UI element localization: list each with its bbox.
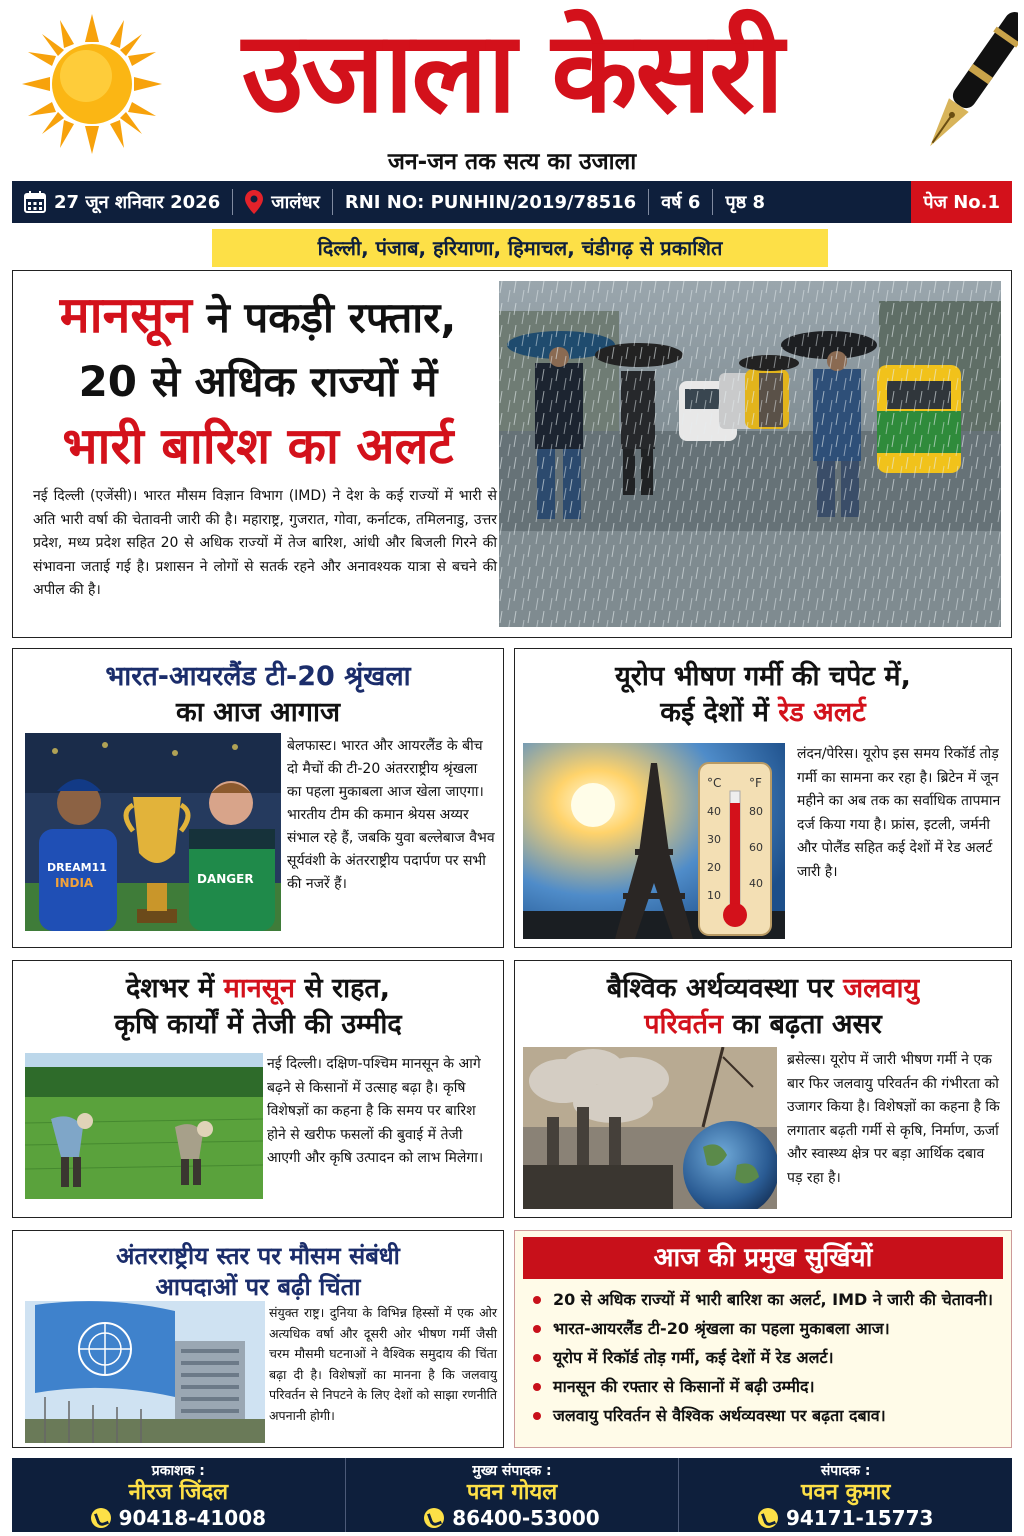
monsoon-headline	[23, 971, 493, 1043]
headline-item[interactable]	[533, 1345, 993, 1370]
fountain-pen-icon	[918, 8, 1018, 176]
volume-year: वर्ष 6	[661, 192, 701, 213]
thermo-tick: 40	[749, 877, 763, 890]
heatwave-body: लंदन/पेरिस। यूरोप इस समय रिकॉर्ड तोड़ गर्मी का सामना कर रहा है। ब्रिटेन में जून महीने का अब तक का सर्वाधिक तापमान दर्ज किया गया है। फ्रांस, इटली, जर्मनी और पोलैंड सहित कई देशों में रेड अलर्ट जारी है।	[797, 746, 1001, 880]
thermo-tick: 10	[707, 889, 721, 902]
phone-icon	[91, 1508, 111, 1528]
credit-role: मुख्य संपादक :	[472, 1463, 552, 1479]
calendar-icon	[24, 191, 46, 213]
city-cell	[233, 181, 332, 223]
credit-role: संपादक :	[820, 1463, 871, 1479]
bullet-icon	[533, 1296, 541, 1304]
thermo-tick: 40	[707, 805, 721, 818]
phone-icon	[758, 1508, 778, 1528]
credit-name: पवन कुमार	[801, 1480, 891, 1505]
jersey-right-text: DANGER	[197, 872, 254, 886]
thermo-tick: 80	[749, 805, 763, 818]
climate-headline	[525, 971, 1001, 1043]
bullet-icon	[533, 1325, 541, 1333]
lead-body: नई दिल्ली (एजेंसी)। भारत मौसम विज्ञान विभाग (IMD) ने देश के कई राज्यों में भारी से अति भारी वर्षा की चेतावनी जारी की है। महाराष्ट्र, गुजरात, गोवा, कर्नाटक, तमिलनाडु, उत्तर प्रदेश, मध्य प्रदेश सहित 20 से अधिक राज्यों में तेज बारिश, आंधी और बिजली गिरने की संभावना जताई गई है। प्रशासन ने लोगों से सतर्क रहने और अनावश्यक यात्रा से बचने की अपील की है।	[33, 488, 497, 598]
headline-item[interactable]	[533, 1316, 993, 1341]
lead-headline-line3: भारी बारिश का अलर्ट	[62, 417, 454, 475]
headline-item-text: भारत-आयरलैंड टी-20 श्रृंखला का पहला मुकाबला आज।	[553, 1319, 890, 1338]
heatwave-headline	[525, 659, 1001, 731]
monsoon-headline-part1: देशभर में	[125, 973, 224, 1004]
headline-item[interactable]	[533, 1374, 993, 1399]
un-headline	[23, 1241, 493, 1303]
cricket-headline-line2: का आज आगाज	[176, 697, 340, 728]
un-headline-line1: अंतरराष्ट्रीय स्तर पर मौसम संबंधी	[116, 1242, 400, 1270]
headline-item-text: मानसून की रफ्तार से किसानों में बढ़ी उम्मीद।	[553, 1377, 815, 1396]
heatwave-headline-line1: यूरोप भीषण गर्मी की चपेट में,	[615, 661, 911, 692]
top-headlines-box	[514, 1230, 1012, 1448]
top-headlines-title: आज की प्रमुख सुर्खियों	[523, 1237, 1003, 1279]
cricket-trophy-photo	[25, 733, 281, 931]
climate-story[interactable]	[514, 960, 1012, 1218]
climate-body: ब्रसेल्स। यूरोप में जारी भीषण गर्मी ने एक बार फिर जलवायु परिवर्तन की गंभीरता को उजागर किया है। विशेषज्ञों का कहना है कि लगातार बढ़ती गर्मी से कृषि, निर्माण, ऊर्जा और स्वास्थ्य क्षेत्र पर बड़ा आर्थिक दबाव पड़ रहा है।	[787, 1052, 1000, 1186]
headline-item-text: जलवायु परिवर्तन से वैश्विक अर्थव्यवस्था पर बढ़ता दबाव।	[553, 1406, 886, 1425]
credit-phone[interactable]	[679, 1506, 1012, 1530]
headline-item-text: यूरोप में रिकॉर्ड तोड़ गर्मी, कई देशों में रेड अलर्ट।	[553, 1348, 834, 1367]
rain-street-photo	[499, 281, 1001, 627]
heatwave-headline-highlight: रेड अलर्ट	[778, 697, 866, 728]
credit-name: पवन गोयल	[466, 1480, 558, 1505]
bullet-icon	[533, 1354, 541, 1362]
phone-number: 90418-41008	[118, 1506, 267, 1530]
issue-city: जालंधर	[271, 192, 320, 213]
date-cell	[12, 181, 232, 223]
lead-headline-line1: ने पकड़ी रफ्तार,	[191, 293, 457, 342]
page-number-badge: पेज No.1	[911, 181, 1012, 223]
jersey-left-text: DREAM11	[47, 861, 107, 874]
climate-headline-highlight2: परिवर्तन	[644, 1009, 723, 1040]
climate-headline-highlight1: जलवायु	[843, 973, 920, 1004]
top-headlines-list	[533, 1287, 993, 1432]
credit-name: नीरज जिंदल	[128, 1480, 229, 1505]
thermo-tick: 20	[707, 861, 721, 874]
newspaper-title: उजाला केसरी	[242, 8, 782, 138]
heatwave-story[interactable]	[514, 648, 1012, 948]
editions-strip: दिल्ली, पंजाब, हरियाणा, हिमाचल, चंडीगढ़ से प्रकाशित	[212, 229, 828, 267]
credit-role: प्रकाशक :	[151, 1463, 205, 1479]
editor-credit	[678, 1458, 1012, 1532]
bullet-icon	[533, 1412, 541, 1420]
cricket-body: बेलफास्ट। भारत और आयरलैंड के बीच दो मैचों की टी-20 अंतरराष्ट्रीय श्रृंखला का पहला मुकाबला आज खेला जाएगा। भारतीय टीम की कमान श्रेयस अय्यर संभाल रहे हैं, जबकि युवा बल्लेबाज वैभव सूर्यवंशी के अंतरराष्ट्रीय पदार्पण पर सभी की नजरें हैं।	[287, 738, 495, 892]
lead-headline-highlight: मानसून	[59, 286, 192, 344]
newspaper-tagline: जन-जन तक सत्य का उजाला	[387, 149, 637, 175]
un-story[interactable]	[12, 1230, 504, 1448]
heatwave-headline-line2: कई देशों में	[660, 697, 779, 728]
credit-phone[interactable]	[12, 1506, 345, 1530]
lead-headline	[23, 283, 493, 478]
paddy-field-photo	[25, 1053, 263, 1199]
cricket-headline	[23, 659, 493, 731]
footer-credits	[12, 1458, 1012, 1532]
chief-editor-credit	[345, 1458, 679, 1532]
thermo-fahrenheit-label: °F	[749, 776, 762, 790]
monsoon-headline-highlight: मानसून	[223, 973, 295, 1004]
issue-date: 27 जून शनिवार 2026	[54, 192, 221, 213]
svg-text:INDIA: INDIA	[55, 876, 94, 890]
lead-story[interactable]	[12, 270, 1012, 638]
un-flag-photo	[25, 1301, 265, 1443]
thermo-tick: 60	[749, 841, 763, 854]
thermo-celsius-label: °C	[707, 776, 722, 790]
page-count: पृष्ठ 8	[725, 192, 765, 213]
masthead	[0, 0, 1024, 178]
thermo-tick: 30	[707, 833, 721, 846]
eiffel-thermometer-photo	[523, 743, 785, 939]
phone-icon	[424, 1508, 444, 1528]
credit-phone[interactable]	[346, 1506, 679, 1530]
climate-headline-part1: बैश्विक अर्थव्यवस्था पर	[606, 973, 844, 1004]
lead-headline-line2: 20 से अधिक राज्यों में	[78, 357, 438, 406]
climate-headline-part2: का बढ़ता असर	[722, 1009, 882, 1040]
un-headline-line2: आपदाओं पर बढ़ी चिंता	[155, 1273, 361, 1301]
headline-item[interactable]	[533, 1287, 993, 1312]
publisher-credit	[12, 1458, 345, 1532]
monsoon-headline-part3: से राहत,	[294, 973, 391, 1004]
factory-globe-photo	[523, 1047, 777, 1209]
phone-number: 94171-15773	[785, 1506, 934, 1530]
cricket-story[interactable]	[12, 648, 504, 948]
cricket-headline-line1: भारत-आयरलैंड टी-20 श्रृंखला	[105, 661, 411, 692]
rni-number: RNI NO: PUNHIN/2019/78516	[344, 191, 637, 213]
phone-number: 86400-53000	[452, 1506, 600, 1530]
info-bar	[12, 181, 1012, 223]
monsoon-body: नई दिल्ली। दक्षिण-पश्चिम मानसून के आगे बढ़ने से किसानों में उत्साह बढ़ा है। कृषि विशेषज्ञों का कहना है कि समय पर बारिश होने से खरीफ फसलों की बुवाई में तेजी आएगी और कृषि उत्पादन को लाभ मिलेगा।	[267, 1056, 484, 1166]
monsoon-story[interactable]	[12, 960, 504, 1218]
headline-item-text: 20 से अधिक राज्यों में भारी बारिश का अलर्ट, IMD ने जारी की चेतावनी।	[553, 1290, 993, 1309]
location-pin-icon	[245, 190, 263, 214]
monsoon-headline-line2: कृषि कार्यों में तेजी की उम्मीद	[114, 1009, 402, 1040]
headline-item[interactable]	[533, 1403, 993, 1428]
bullet-icon	[533, 1383, 541, 1391]
un-body: संयुक्त राष्ट्र। दुनिया के विभिन्न हिस्सों में एक ओर अत्यधिक वर्षा और दूसरी ओर भीषण गर्मी जैसी चरम मौसमी घटनाओं ने वैश्विक समुदाय की चिंता बढ़ा दी है। विशेषज्ञों का मानना है कि जलवायु परिवर्तन से निपटने के लिए देशों को साझा रणनीति अपनानी होगी।	[269, 1305, 497, 1423]
